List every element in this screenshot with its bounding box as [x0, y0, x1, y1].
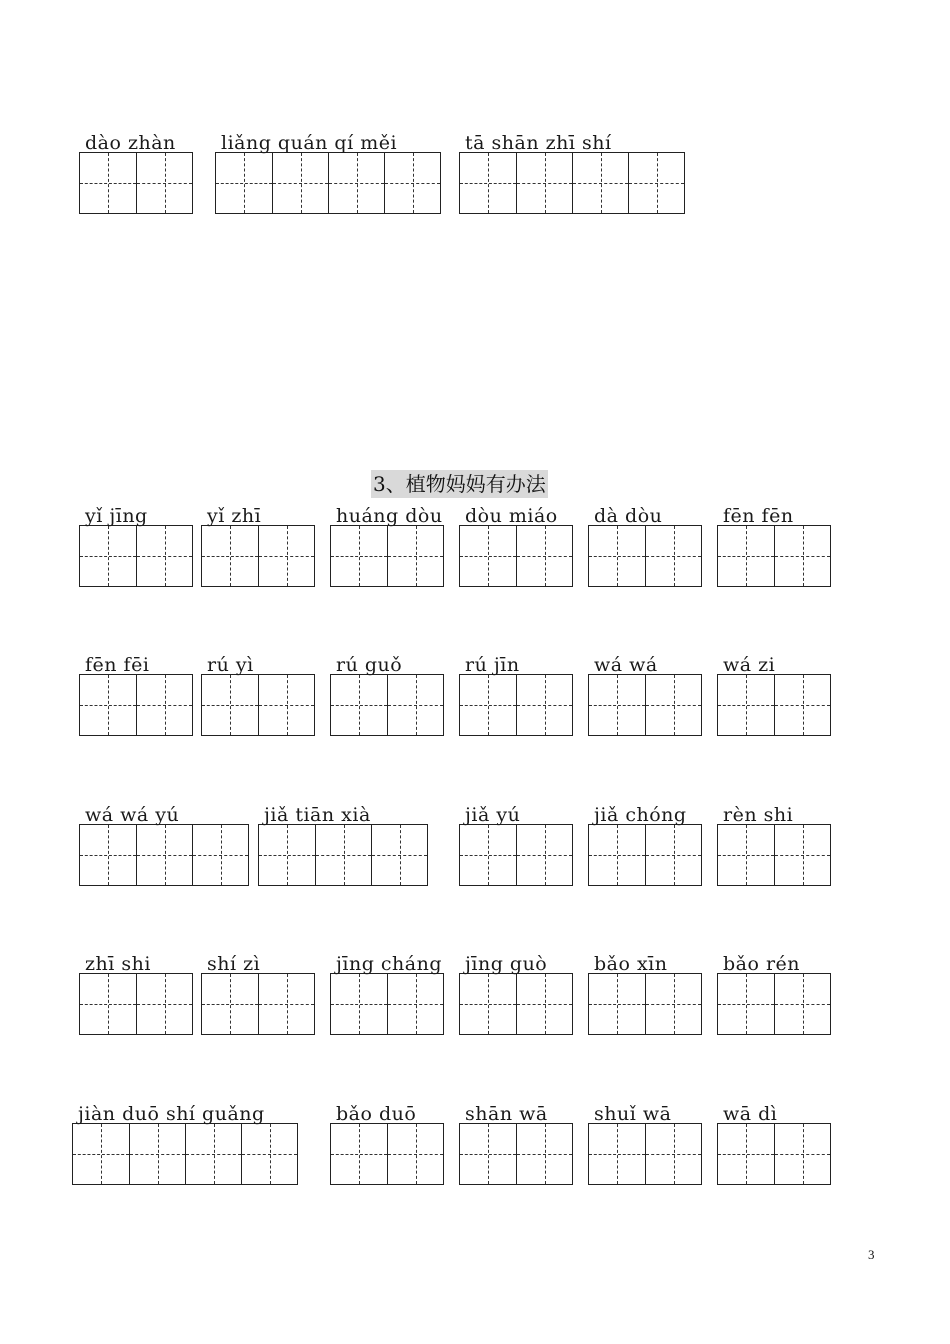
pinyin-label: jiǎ chóng [594, 804, 687, 826]
pinyin-label: dào zhàn [85, 132, 176, 154]
writing-cell[interactable] [315, 825, 371, 885]
writing-cell[interactable] [241, 1124, 297, 1184]
writing-cell[interactable] [80, 153, 136, 213]
pinyin-label: fēn fēi [85, 654, 150, 676]
pinyin-label: yǐ jīng [85, 505, 148, 527]
writing-cell[interactable] [645, 675, 701, 735]
pinyin-label: fēn fēn [723, 505, 794, 527]
character-grid [79, 152, 193, 214]
writing-cell[interactable] [272, 153, 328, 213]
character-grid [459, 152, 685, 214]
character-grid [588, 525, 702, 587]
writing-cell[interactable] [387, 675, 443, 735]
writing-cell[interactable] [192, 825, 248, 885]
writing-cell[interactable] [460, 825, 516, 885]
writing-cell[interactable] [645, 825, 701, 885]
writing-cell[interactable] [718, 1124, 774, 1184]
writing-cell[interactable] [516, 825, 572, 885]
writing-cell[interactable] [589, 1124, 645, 1184]
writing-cell[interactable] [387, 974, 443, 1034]
writing-cell[interactable] [774, 974, 830, 1034]
writing-cell[interactable] [73, 1124, 129, 1184]
pinyin-label: shān wā [465, 1103, 548, 1125]
writing-cell[interactable] [589, 675, 645, 735]
writing-cell[interactable] [80, 675, 136, 735]
pinyin-label: jiǎ tiān xià [264, 804, 371, 826]
writing-cell[interactable] [331, 526, 387, 586]
character-grid [79, 824, 249, 886]
writing-cell[interactable] [202, 974, 258, 1034]
writing-cell[interactable] [718, 825, 774, 885]
writing-cell[interactable] [645, 974, 701, 1034]
character-grid [717, 1123, 831, 1185]
writing-cell[interactable] [460, 526, 516, 586]
writing-cell[interactable] [331, 675, 387, 735]
writing-cell[interactable] [718, 675, 774, 735]
character-grid [459, 674, 573, 736]
pinyin-label: huáng dòu [336, 505, 443, 527]
pinyin-label: jiǎ yú [465, 804, 521, 826]
pinyin-label: jiàn duō shí guǎng [78, 1103, 265, 1125]
character-grid [330, 1123, 444, 1185]
character-grid [717, 824, 831, 886]
writing-cell[interactable] [774, 1124, 830, 1184]
character-grid [588, 1123, 702, 1185]
writing-cell[interactable] [259, 825, 315, 885]
writing-cell[interactable] [258, 974, 314, 1034]
character-grid [79, 674, 193, 736]
character-grid [79, 525, 193, 587]
pinyin-label: jīng cháng [336, 953, 443, 975]
character-grid [201, 674, 315, 736]
pinyin-label: dà dòu [594, 505, 663, 527]
pinyin-label: rú yì [207, 654, 254, 676]
writing-cell[interactable] [718, 974, 774, 1034]
writing-cell[interactable] [589, 825, 645, 885]
character-grid [717, 674, 831, 736]
writing-cell[interactable] [516, 153, 572, 213]
pinyin-label: wá zi [723, 654, 776, 676]
pinyin-label: zhī shi [85, 953, 151, 975]
writing-cell[interactable] [258, 675, 314, 735]
writing-cell[interactable] [516, 675, 572, 735]
character-grid [459, 1123, 573, 1185]
writing-cell[interactable] [216, 153, 272, 213]
pinyin-label: shuǐ wā [594, 1103, 672, 1125]
writing-cell[interactable] [460, 153, 516, 213]
pinyin-label: wá wá [594, 654, 658, 676]
writing-cell[interactable] [331, 1124, 387, 1184]
writing-cell[interactable] [328, 153, 384, 213]
writing-cell[interactable] [460, 675, 516, 735]
character-grid [201, 973, 315, 1035]
writing-cell[interactable] [371, 825, 427, 885]
writing-cell[interactable] [572, 153, 628, 213]
writing-cell[interactable] [80, 825, 136, 885]
pinyin-label: dòu miáo [465, 505, 558, 527]
character-grid [588, 973, 702, 1035]
pinyin-label: bǎo rén [723, 953, 801, 975]
character-grid [588, 824, 702, 886]
writing-cell[interactable] [136, 153, 192, 213]
writing-cell[interactable] [129, 1124, 185, 1184]
page-number: 3 [868, 1247, 875, 1262]
writing-cell[interactable] [589, 526, 645, 586]
writing-cell[interactable] [185, 1124, 241, 1184]
pinyin-label: bǎo duō [336, 1103, 417, 1125]
pinyin-label: wā dì [723, 1103, 778, 1125]
character-grid [215, 152, 441, 214]
writing-cell[interactable] [645, 526, 701, 586]
writing-cell[interactable] [460, 974, 516, 1034]
character-grid [201, 525, 315, 587]
writing-cell[interactable] [202, 526, 258, 586]
character-grid [330, 674, 444, 736]
character-grid [588, 674, 702, 736]
writing-cell[interactable] [387, 1124, 443, 1184]
character-grid [459, 973, 573, 1035]
character-grid [330, 525, 444, 587]
character-grid [459, 824, 573, 886]
pinyin-label: bǎo xīn [594, 953, 668, 975]
character-grid [717, 525, 831, 587]
writing-cell[interactable] [774, 675, 830, 735]
writing-cell[interactable] [718, 526, 774, 586]
character-grid [72, 1123, 298, 1185]
writing-cell[interactable] [80, 526, 136, 586]
writing-cell[interactable] [258, 526, 314, 586]
character-grid [459, 525, 573, 587]
character-grid [717, 973, 831, 1035]
pinyin-label: rú jīn [465, 654, 520, 676]
pinyin-label: wá wá yú [85, 804, 180, 826]
writing-cell[interactable] [331, 974, 387, 1034]
pinyin-label: shí zì [207, 953, 261, 975]
lesson-title: 3、植物妈妈有办法 [373, 472, 546, 496]
writing-cell[interactable] [384, 153, 440, 213]
writing-cell[interactable] [387, 526, 443, 586]
writing-cell[interactable] [516, 526, 572, 586]
writing-cell[interactable] [80, 974, 136, 1034]
writing-cell[interactable] [136, 526, 192, 586]
pinyin-label: liǎng quán qí měi [221, 132, 398, 154]
character-grid [258, 824, 428, 886]
writing-cell[interactable] [202, 675, 258, 735]
writing-cell[interactable] [136, 675, 192, 735]
pinyin-label: jīng guò [465, 953, 548, 975]
writing-cell[interactable] [589, 974, 645, 1034]
writing-cell[interactable] [136, 825, 192, 885]
writing-cell[interactable] [628, 153, 684, 213]
writing-cell[interactable] [136, 974, 192, 1034]
pinyin-label: yǐ zhī [207, 505, 262, 527]
writing-cell[interactable] [516, 974, 572, 1034]
writing-cell[interactable] [774, 526, 830, 586]
writing-cell[interactable] [774, 825, 830, 885]
writing-cell[interactable] [516, 1124, 572, 1184]
writing-cell[interactable] [460, 1124, 516, 1184]
writing-cell[interactable] [645, 1124, 701, 1184]
character-grid [79, 973, 193, 1035]
pinyin-label: rèn shi [723, 804, 794, 826]
character-grid [330, 973, 444, 1035]
pinyin-label: rú guǒ [336, 654, 403, 676]
pinyin-label: tā shān zhī shí [465, 132, 612, 154]
